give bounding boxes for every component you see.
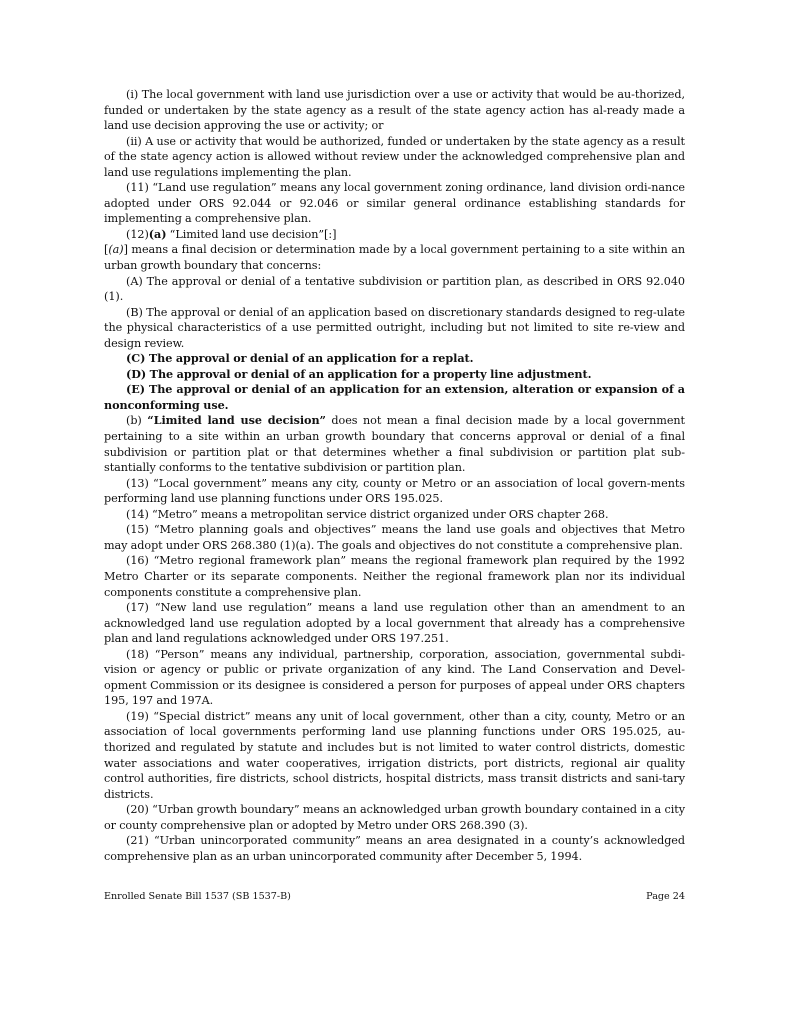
paragraph-21: (21) “Urban unincorporated community” means an area designated in a county’s acknowledged comprehensive plan as an urban unincorporated community after December 5, 1994. bbox=[104, 834, 685, 863]
page-footer bbox=[104, 891, 685, 902]
paragraph-12-a: [(a)] means a final decision or determination made by a local government pertaining to a site within an urban growth boundary that concerns: bbox=[104, 243, 685, 273]
section-number: (12) bbox=[126, 227, 149, 241]
paragraph-10-i: (i) The local government with land use jurisdiction over a use or activity that would be au-thorized, funded or undertaken by the state agency as a result of the state agency action has al-ready made a land use decision approving the use or activity; or bbox=[104, 88, 685, 133]
paragraph-10-ii: (ii) A use or activity that would be authorized, funded or undertaken by the state agency as a result of the state agency action is allowed without review under the acknowledged comprehensive plan and land use regulations implementing the plan. bbox=[104, 134, 685, 179]
paragraph-12-D: (D) The approval or denial of an application for a property line adjustment. bbox=[126, 366, 592, 381]
added-term: “Limited land use decision” bbox=[147, 413, 326, 428]
section-heading: “Limited land use decision”[:] bbox=[166, 227, 337, 241]
paragraph-17: (17) “New land use regulation” means a land use regulation other than an amendment to an acknowledged land use regulation adopted by a local government that already has a comprehensive plan and land regulations acknowledged under ORS 197.251. bbox=[104, 601, 685, 646]
added-subsection-a: (a) bbox=[148, 226, 167, 241]
paragraph-11: (11) “Land use regulation” means any local government zoning ordinance, land division ordi-nance adopted under ORS 92.044 or 92.046 or similar general ordinance establishing standards for implementing a comprehensive plan. bbox=[104, 181, 685, 226]
bill-identifier: Enrolled Senate Bill 1537 (SB 1537-B) bbox=[104, 891, 291, 902]
paragraph-20: (20) “Urban growth boundary” means an acknowledged urban growth boundary contained in a city or county comprehensive plan or adopted by Metro under ORS 268.390 (3). bbox=[104, 803, 685, 832]
paragraph-12-b: (b) “Limited land use decision” does not mean a final decision made by a local government pertaining to a site within an urban growth boundary that concerns approval or denial of a final subdivision or partition plat or that determines whether a final subdivision or partition plat sub-stantially conforms to the tentative subdivision or partition plan. bbox=[104, 413, 685, 475]
paragraph-18: (18) “Person” means any individual, partnership, corporation, association, governmental subdi-vision or agency or public or private organization of any kind. The Land Conservation and Devel-opment Commission or its designee is considered a person for purposes of appeal under ORS chapters 195, 197 and 197A. bbox=[104, 647, 685, 708]
paragraph-12-C: (C) The approval or denial of an application for a replat. bbox=[126, 351, 474, 366]
paragraph-12-B: (B) The approval or denial of an application based on discretionary standards designed to reg-ulate the physical characteristics of a use permitted outright, including but not limited to site re-view and design review. bbox=[104, 305, 685, 350]
paragraph-12 bbox=[104, 227, 685, 243]
body-text bbox=[104, 87, 685, 864]
paragraph-16: (16) “Metro regional framework plan” means the regional framework plan required by the 1992 Metro Charter or its separate components. Neither the regional framework plan nor its individual components constitute a comprehensive plan. bbox=[104, 554, 685, 599]
deleted-subsection-a: (a) bbox=[108, 243, 124, 257]
page-number: Page 24 bbox=[646, 891, 685, 902]
paragraph-15: (15) “Metro planning goals and objectives” means the land use goals and objectives that Metro may adopt under ORS 268.380 (1)(a). The goals and objectives do not constitute a comprehensive plan. bbox=[104, 523, 685, 552]
paragraph-19: (19) “Special district” means any unit of local government, other than a city, county, Metro or an association of local governments performing land use planning functions under ORS 195.025, au-thorized and regulated by statute and includes but is not limited to water control districts, domestic water associations and water cooperatives, irrigation districts, port districts, regional air quality control authorities, fire districts, school districts, hospital districts, mass transit districts and sani-tary districts. bbox=[104, 709, 685, 801]
paragraph-14: (14) “Metro” means a metropolitan service district organized under ORS chapter 268. bbox=[126, 507, 609, 521]
paragraph-12-A: (A) The approval or denial of a tentative subdivision or partition plan, as described in ORS 92.040 (1). bbox=[104, 274, 685, 304]
paragraph-13: (13) “Local government” means any city, county or Metro or an association of local govern-ments performing land use planning functions under ORS 195.025. bbox=[104, 476, 685, 506]
paragraph-12-E: (E) The approval or denial of an application for an extension, alteration or expansion of a nonconforming use. bbox=[104, 382, 685, 412]
